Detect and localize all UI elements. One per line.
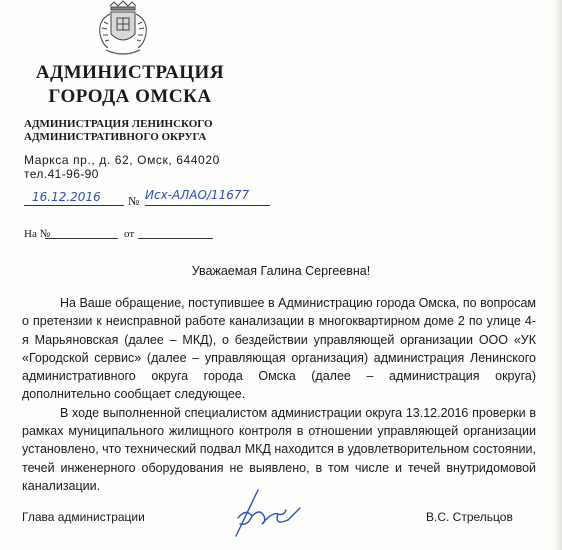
signer-position: Глава администрации: [22, 510, 145, 524]
address: Маркса пр., д. 62, Омск, 644020: [24, 153, 220, 167]
reference-number-label: На №: [24, 228, 51, 240]
reference-date-underline: [138, 238, 213, 239]
reference-date-label: от: [124, 228, 135, 240]
scan-shadow: [554, 0, 562, 550]
org-title-line1: АДМИНИСТРАЦИЯ: [35, 62, 225, 83]
dept-title-line2: АДМИНИСТРАТИВНОГО ОКРУГА: [24, 131, 207, 143]
dept-title-line1: АДМИНИСТРАЦИЯ ЛЕНИНСКОГО: [24, 118, 213, 130]
paragraph-2: В ходе выполненной специалистом администрации округа 13.12.2016 проверки в рамках муниципального жилищного контроля в отношении управляющей организации установлено, что технический подвал МКД находится в удовлетворительном состоянии, течей инженерного оборудования не выявлено, в том числе и течей внутридомовой канализации.: [22, 405, 536, 493]
city-emblem: [92, 0, 154, 58]
handwritten-signature: [228, 486, 303, 548]
salutation: Уважаемая Галина Сергеевна!: [191, 264, 371, 278]
signer-name: В.С. Стрельцов: [426, 510, 513, 524]
org-title-line2: ГОРОДА ОМСКА: [48, 86, 212, 107]
number-underline: [145, 205, 270, 206]
handwritten-date: 16.12.2016: [32, 190, 101, 204]
number-sign: №: [128, 194, 140, 208]
letter-body: [22, 294, 536, 495]
date-underline: [24, 205, 124, 206]
phone: тел.41-96-90: [24, 167, 99, 181]
reference-number-underline: [45, 238, 118, 239]
handwritten-number: Исх-АЛАО/11677: [145, 188, 250, 202]
paragraph-1: На Ваше обращение, поступившее в Администрацию города Омска, по вопросам о претензии к неисправной работе канализации в многоквартирном доме 2 по улице 4-я Марьяновская (далее – МКД), о бездействии управляющей организации ООО «УК «Городской сервис» (далее – управляющая организация) администрация Ленинского административного округа города Омска (далее – администрация округа) дополнительно сообщает следующее.: [22, 296, 536, 402]
